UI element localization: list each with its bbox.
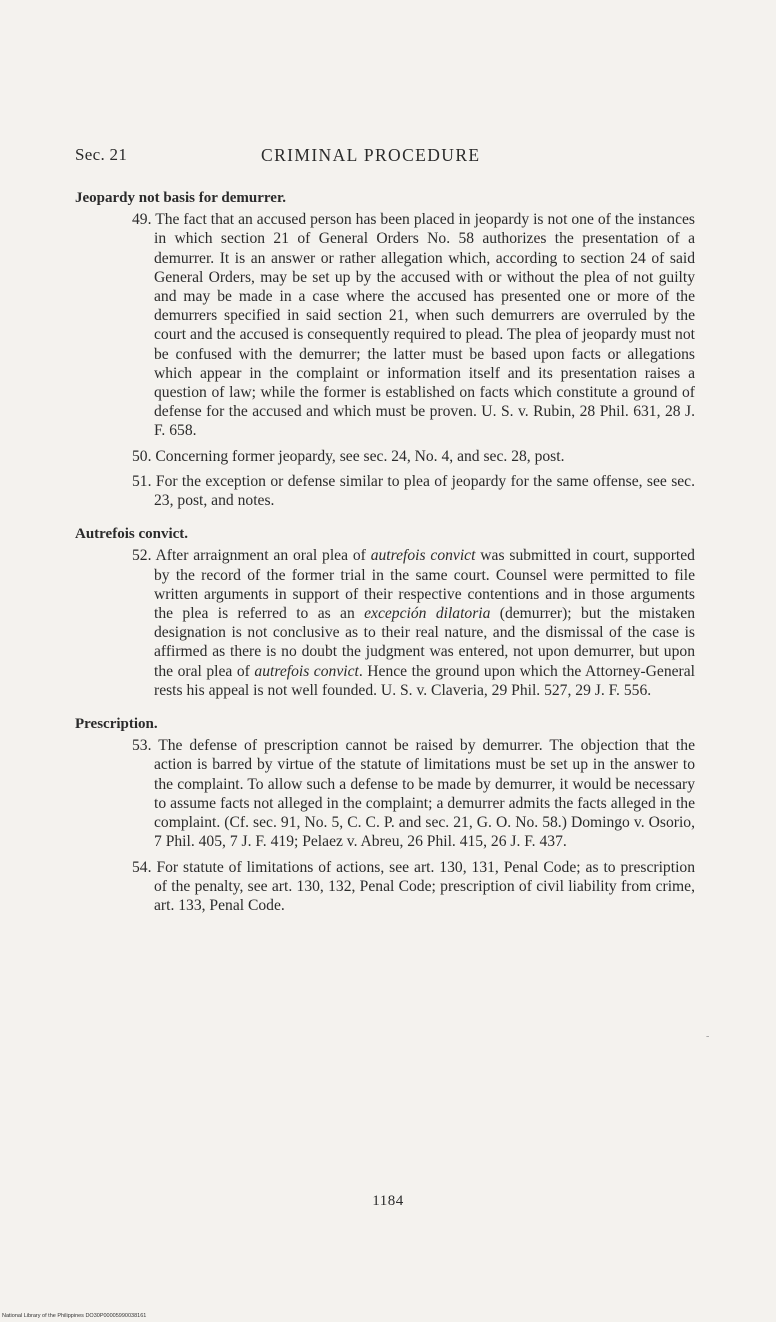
numbered-paragraph — [75, 472, 695, 510]
paragraph-number: 51. — [132, 472, 152, 490]
body-text — [75, 189, 695, 930]
numbered-paragraph — [75, 546, 695, 700]
paragraph-text: Concerning former jeopardy, see sec. 24, No. 4, and sec. 28, post. — [155, 447, 565, 465]
paragraph-number: 54. — [132, 858, 152, 876]
running-title: CRIMINAL PROCEDURE — [261, 145, 481, 165]
numbered-paragraph — [75, 210, 695, 440]
numbered-paragraph — [75, 736, 695, 851]
section — [75, 525, 695, 700]
running-head — [75, 145, 705, 167]
paragraph-text: For statute of limitations of actions, see art. 130, 131, Penal Code; as to prescription of the penalty, see art. 130, 132, Penal Code; prescription of civil liability from crime, art. 133, Penal Code. — [154, 858, 695, 914]
paragraph-number: 49. — [132, 211, 152, 229]
numbered-paragraph — [75, 858, 695, 916]
paragraph-text: was submitted in court, supported by the record of the former trial in the same court. Counsel were permitted to file written arguments in support of their respective contentions and in those arguments the plea is referred to as an — [154, 547, 695, 623]
paragraph-number: 52. — [132, 547, 152, 565]
section — [75, 715, 695, 915]
italic-term: excepción dilatoria — [364, 605, 491, 623]
paragraph-number: 50. — [132, 447, 152, 465]
section-heading: Autrefois convict. — [75, 526, 189, 543]
paragraph-text: The fact that an accused person has been placed in jeopardy is not one of the instances in which section 21 of General Orders No. 58 authorizes the presentation of a demurrer. It is an answer or rather allegation which, according to section 24 of said General Orders, may be set up by the accused with or without the plea of not guilty and may be made in a case where the accused has presented one or more of the demurrers specified in said section 21, when such demurrers are overruled by the court and the accused is consequently required to plead. The plea of jeopardy must not be confused with the demurrer; the latter must be based upon facts or allegations which appear in the complaint or information itself and its presentation raises a question of law; while the former is established on facts which constitute a ground of defense for the accused and which must be proven. U. S. v. Rubin, 28 Phil. 631, 28 J. F. 658. — [154, 211, 695, 440]
numbered-paragraph — [75, 447, 695, 466]
section — [75, 189, 695, 510]
section-label: Sec. 21 — [75, 145, 128, 164]
paragraph-text: For the exception or defense similar to plea of jeopardy for the same offense, see sec. 23, post, and notes. — [154, 472, 695, 510]
section-heading: Prescription. — [75, 716, 158, 733]
italic-term: autrefois convict — [370, 547, 476, 565]
paragraph-text: The defense of prescription cannot be raised by demurrer. The objection that the action is barred by virtue of the statute of limitations must be set up in the answer to the complaint. To allow such a defense to be made by demurrer, it would be necessary to assume facts not alleged in the complaint; a demurrer admits the facts alleged in the complaint. (Cf. sec. 91, No. 5, C. C. P. and sec. 21, G. O. No. 58.) Domingo v. Osorio, 7 Phil. 405, 7 J. F. 419; Pelaez v. Abreu, 26 Phil. 415, 26 J. F. 437. — [154, 737, 695, 851]
section-heading: Jeopardy not basis for demurrer. — [75, 190, 286, 206]
paragraph-text: (demurrer); but the mistaken designation is not conclusive as to their real nature, and the dismissal of the case is affirmed as there is no doubt the judgment was entered, not upon demurrer, but upon the oral plea of — [154, 605, 695, 680]
paragraph-text: . Hence the ground upon which the Attorney-General rests his appeal is not well founded. U. S. v. Claveria, 29 Phil. 527, 29 J. F. 556. — [154, 662, 695, 699]
margin-mark: - — [706, 1031, 710, 1042]
paragraph-text: After arraignment an oral plea of — [155, 547, 371, 565]
paragraph-number: 53. — [132, 737, 152, 755]
page-number: 1184 — [372, 1193, 404, 1209]
italic-term: autrefois convict — [254, 662, 359, 680]
archive-footer: National Library of the Philippines DO30P00005990038161 — [2, 1313, 147, 1319]
